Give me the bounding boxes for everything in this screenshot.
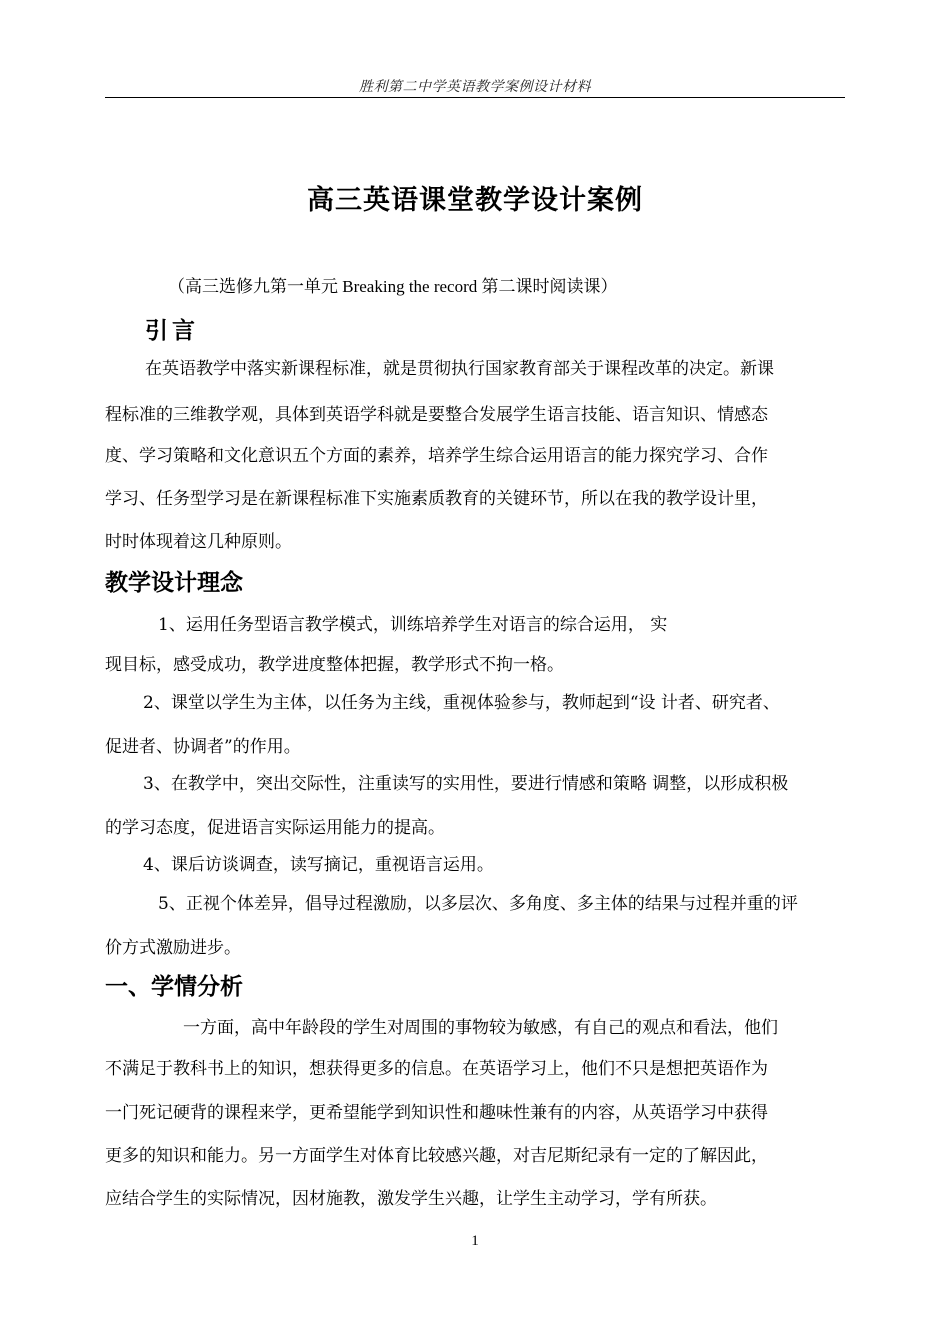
section-heading-analysis: 一、学情分析	[105, 973, 243, 1000]
concept-item-4-line-1: 4、课后访谈调查，读写摘记，重视语言运用。	[143, 855, 494, 875]
concept-item-1-line-1: 1、运用任务型语言教学模式，训练培养学生对语言的综合运用， 实	[158, 615, 668, 635]
concept-item-1-line-2: 现目标，感受成功，教学进度整体把握，教学形式不拘一格。	[105, 655, 564, 675]
intro-line-5: 时时体现着这几种原则。	[105, 532, 292, 552]
section-heading-concept: 教学设计理念	[105, 569, 243, 596]
intro-line-1: 在英语教学中落实新课程标准，就是贯彻执行国家教育部关于课程改革的决定。新课	[145, 359, 774, 379]
concept-item-3-line-2: 的学习态度，促进语言实际运用能力的提高。	[105, 818, 445, 838]
concept-item-5-line-2: 价方式激励进步。	[105, 938, 241, 958]
document-subtitle: （高三选修九第一单元 Breaking the record 第二课时阅读课）	[168, 277, 618, 296]
page-number: 1	[471, 1233, 479, 1249]
header-rule	[105, 97, 845, 98]
intro-line-3: 度、学习策略和文化意识五个方面的素养，培养学生综合运用语言的能力探究学习、合作	[105, 446, 768, 466]
analysis-line-2: 不满足于教科书上的知识，想获得更多的信息。在英语学习上，他们不只是想把英语作为	[105, 1059, 768, 1079]
concept-item-3-line-1: 3、在教学中，突出交际性，注重读写的实用性，要进行情感和策略 调整，以形成积极	[143, 774, 789, 794]
analysis-line-3: 一门死记硬背的课程来学，更希望能学到知识性和趣味性兼有的内容，从英语学习中获得	[105, 1103, 768, 1123]
analysis-line-1: 一方面，高中年龄段的学生对周围的事物较为敏感，有自己的观点和看法，他们	[183, 1018, 778, 1038]
analysis-line-4: 更多的知识和能力。另一方面学生对体育比较感兴趣，对吉尼斯纪录有一定的了解因此，	[105, 1146, 768, 1166]
concept-item-2-line-1: 2、课堂以学生为主体，以任务为主线，重视体验参与，教师起到“设 计者、研究者、	[143, 693, 780, 713]
concept-item-5-line-1: 5、正视个体差异，倡导过程激励，以多层次、多角度、多主体的结果与过程并重的评	[158, 894, 798, 914]
section-heading-intro: 引言	[145, 317, 199, 344]
concept-item-2-line-2: 促进者、协调者”的作用。	[105, 737, 301, 757]
intro-line-4: 学习、任务型学习是在新课程标准下实施素质教育的关键环节，所以在我的教学设计里，	[105, 489, 768, 509]
document-title: 高三英语课堂教学设计案例	[307, 185, 643, 216]
intro-line-2: 程标准的三维教学观，具体到英语学科就是要整合发展学生语言技能、语言知识、情感态	[105, 405, 768, 425]
analysis-line-5: 应结合学生的实际情况，因材施教，激发学生兴趣，让学生主动学习，学有所获。	[105, 1189, 717, 1209]
running-header: 胜利第二中学英语教学案例设计材料	[359, 79, 591, 95]
